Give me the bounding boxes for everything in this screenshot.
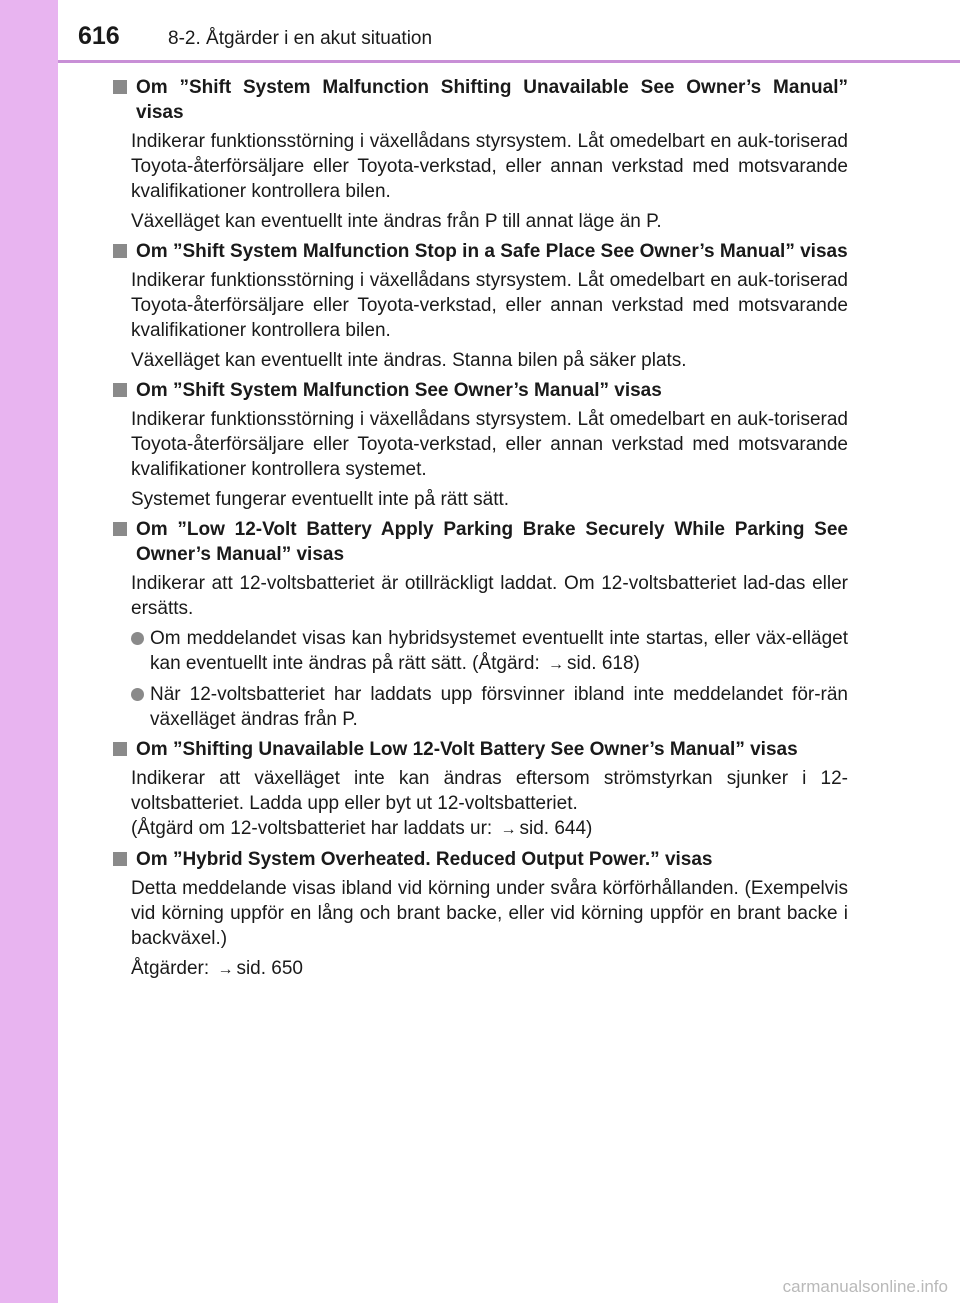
arrow-right-icon: → <box>548 656 565 673</box>
item-paragraph: Indikerar funktionsstörning i växellådans styrsystem. Låt omedelbart en auk-toriserad Toyota-återförsäljare eller Toyota-verkstad, eller annan verkstad med motsvarande kvalifikationer kontrollera bilen. <box>131 270 848 341</box>
square-bullet-icon <box>113 522 127 536</box>
arrow-right-icon: → <box>500 821 517 838</box>
item-paragraph: Systemet fungerar eventuellt inte på rätt sätt. <box>131 489 510 510</box>
page-reference-link[interactable]: sid. 644) <box>519 818 593 839</box>
message-item-6 <box>108 847 848 982</box>
item-heading: Om ”Shift System Malfunction See Owner’s Manual” visas <box>136 380 662 401</box>
item-paragraph: Åtgärder: <box>131 958 210 979</box>
message-item-1 <box>108 75 848 234</box>
item-paragraph: Växelläget kan eventuellt inte ändras. Stanna bilen på säker plats. <box>131 350 687 371</box>
header-rule <box>58 60 960 63</box>
round-bullet-icon <box>131 632 144 645</box>
item-heading: Om ”Shift System Malfunction Shifting Unavailable See Owner’s Manual” visas <box>136 77 848 123</box>
item-paragraph: Växelläget kan eventuellt inte ändras från P till annat läge än P. <box>131 211 662 232</box>
item-heading: Om ”Shifting Unavailable Low 12-Volt Battery See Owner’s Manual” visas <box>136 739 798 760</box>
message-item-5 <box>108 737 848 842</box>
page-reference-link[interactable]: sid. 650 <box>236 958 303 979</box>
arrow-right-icon: → <box>217 961 234 978</box>
message-item-2 <box>108 239 848 373</box>
item-heading: Om ”Low 12-Volt Battery Apply Parking Brake Securely While Parking See Owner’s Manual” visas <box>136 519 848 565</box>
item-paragraph: Indikerar att 12-voltsbatteriet är otillräckligt laddat. Om 12-voltsbatteriet lad-das eller ersätts. <box>131 573 848 619</box>
watermark: carmanualsonline.info <box>782 1277 948 1296</box>
square-bullet-icon <box>113 742 127 756</box>
round-bullet-item <box>131 626 848 677</box>
side-color-band <box>0 0 58 1303</box>
item-paragraph: (Åtgärd om 12-voltsbatteriet har laddats ur: <box>131 818 493 839</box>
section-title: 8-2. Åtgärder i en akut situation <box>168 28 433 49</box>
content <box>108 72 848 987</box>
square-bullet-icon <box>113 80 127 94</box>
item-heading: Om ”Hybrid System Overheated. Reduced Output Power.” visas <box>136 849 713 870</box>
item-paragraph: Indikerar att växelläget inte kan ändras eftersom strömstyrkan sjunker i 12-voltsbatteriet. Ladda upp eller byt ut 12-voltsbatteriet. <box>131 768 848 814</box>
square-bullet-icon <box>113 244 127 258</box>
page-reference-link[interactable]: sid. 618) <box>567 653 640 674</box>
square-bullet-icon <box>113 383 127 397</box>
message-item-4 <box>108 517 848 732</box>
bullet-text: Om meddelandet visas kan hybridsystemet eventuellt inte startas, eller väx-elläget kan eventuellt inte ändras på rätt sätt. (Åtgärd: <box>150 628 848 674</box>
item-paragraph: Detta meddelande visas ibland vid körning under svåra körförhållanden. (Exempelvis vid körning uppför en lång och brant backe, eller vid körning uppför en brant backe i backväxel.) <box>131 878 848 949</box>
bullet-text: När 12-voltsbatteriet har laddats upp försvinner ibland inte meddelandet för-rän växelläget ändras från P. <box>150 684 848 730</box>
page-number: 616 <box>78 22 120 50</box>
item-paragraph: Indikerar funktionsstörning i växellådans styrsystem. Låt omedelbart en auk-toriserad Toyota-återförsäljare eller Toyota-verkstad, eller annan verkstad med motsvarande kvalifikationer kontrollera bilen. <box>131 131 848 202</box>
message-item-3 <box>108 378 848 512</box>
item-paragraph: Indikerar funktionsstörning i växellådans styrsystem. Låt omedelbart en auk-toriserad Toyota-återförsäljare eller Toyota-verkstad, eller annan verkstad med motsvarande kvalifikationer kontrollera systemet. <box>131 409 848 480</box>
round-bullet-icon <box>131 688 144 701</box>
item-heading: Om ”Shift System Malfunction Stop in a Safe Place See Owner’s Manual” visas <box>136 241 848 262</box>
square-bullet-icon <box>113 852 127 866</box>
round-bullet-item <box>131 682 848 732</box>
